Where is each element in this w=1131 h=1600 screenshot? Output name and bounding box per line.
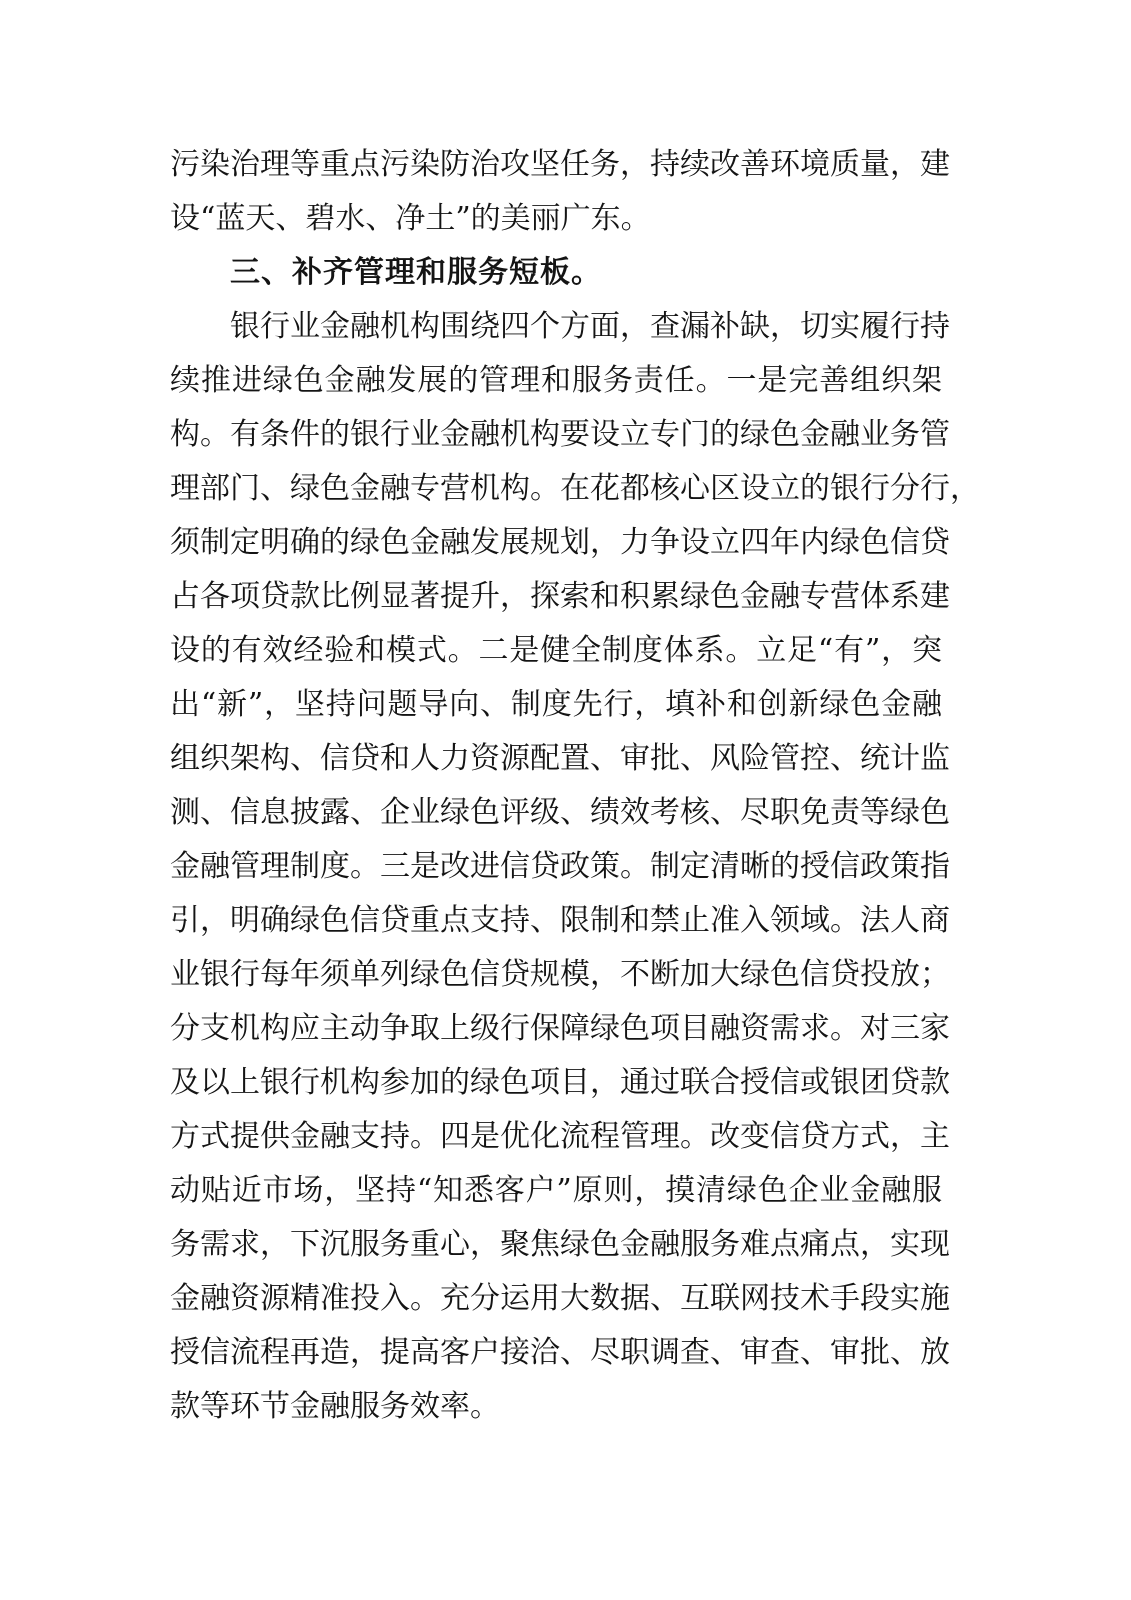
text-line: 须制定明确的绿色金融发展规划，力争设立四年内绿色信贷: [170, 525, 950, 560]
text-line: 污染治理等重点污染防治攻坚任务，持续改善环境质量，建: [170, 147, 950, 182]
section-heading: 三、补齐管理和服务短板。: [230, 255, 602, 290]
text-line: 务需求，下沉服务重心，聚焦绿色金融服务难点痛点，实现: [170, 1227, 950, 1262]
paragraph-continued: [170, 138, 950, 246]
text-line: 业银行每年须单列绿色信贷规模，不断加大绿色信贷投放；: [170, 957, 950, 992]
text-line: 出“新”，坚持问题导向、制度先行，填补和创新绿色金融: [170, 687, 942, 722]
text-line: 续推进绿色金融发展的管理和服务责任。一是完善组织架: [170, 363, 942, 398]
text-line: 金融管理制度。三是改进信贷政策。制定清晰的授信政策指: [170, 849, 950, 884]
text-line: 金融资源精准投入。充分运用大数据、互联网技术手段实施: [170, 1281, 950, 1316]
text-line: 银行业金融机构围绕四个方面，查漏补缺，切实履行持: [230, 309, 950, 344]
text-line: 方式提供金融支持。四是优化流程管理。改变信贷方式，主: [170, 1119, 950, 1154]
text-line: 构。有条件的银行业金融机构要设立专门的绿色金融业务管: [170, 417, 950, 452]
text-line: 测、信息披露、企业绿色评级、绩效考核、尽职免责等绿色: [170, 795, 950, 830]
text-line: 款等环节金融服务效率。: [170, 1389, 500, 1424]
text-line: 及以上银行机构参加的绿色项目，通过联合授信或银团贷款: [170, 1065, 950, 1100]
text-line: 理部门、绿色金融专营机构。在花都核心区设立的银行分行，: [170, 471, 980, 506]
text-line: 授信流程再造，提高客户接洽、尽职调查、审查、审批、放: [170, 1335, 950, 1370]
text-line: 组织架构、信贷和人力资源配置、审批、风险管控、统计监: [170, 741, 950, 776]
text-line: 占各项贷款比例显著提升，探索和积累绿色金融专营体系建: [170, 579, 950, 614]
text-line: 动贴近市场，坚持“知悉客户”原则，摸清绿色企业金融服: [170, 1173, 942, 1208]
document-body: [170, 138, 980, 1434]
text-line: 设的有效经验和模式。二是健全制度体系。立足“有”，突: [170, 633, 942, 668]
text-line: 设“蓝天、碧水、净土”的美丽广东。: [170, 201, 651, 236]
text-line: 引，明确绿色信贷重点支持、限制和禁止准入领域。法人商: [170, 903, 950, 938]
text-line: 分支机构应主动争取上级行保障绿色项目融资需求。对三家: [170, 1011, 950, 1046]
paragraph-management-services: [170, 300, 980, 1434]
